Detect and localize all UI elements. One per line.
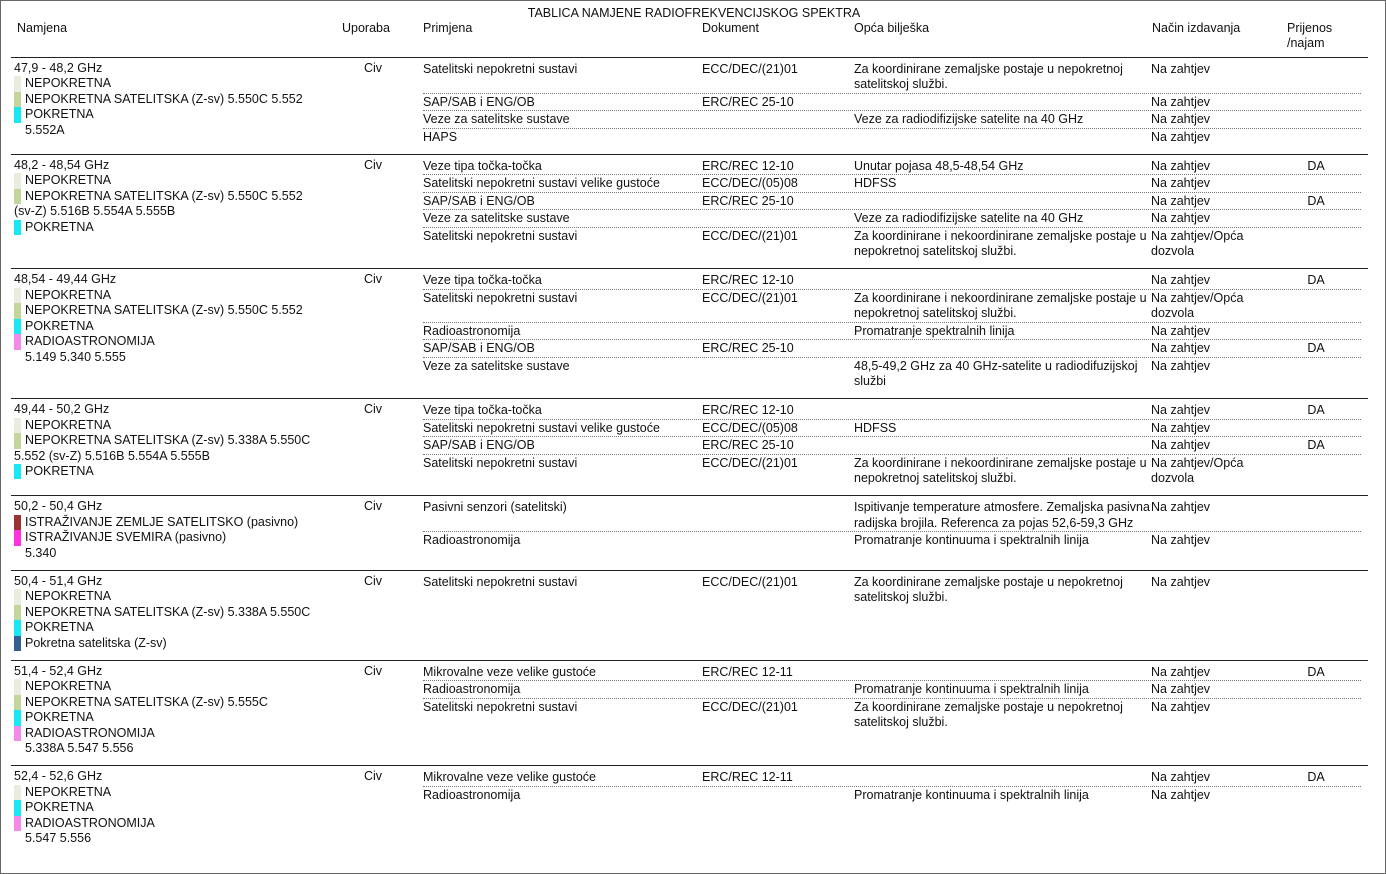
allocation-service (14, 334, 364, 349)
application-list (423, 402, 1361, 486)
application-row (423, 158, 1361, 175)
application-list (423, 158, 1361, 259)
service-color-swatch (14, 76, 21, 91)
primjena-cell: Satelitski nepokretni sustavi (423, 455, 578, 470)
prijenos-najam-cell: DA (1307, 193, 1325, 208)
primjena-cell: Veze za satelitske sustave (423, 358, 570, 373)
dokument-cell (702, 533, 854, 548)
application-list (423, 61, 1361, 145)
prijenos-najam-cell (1281, 456, 1351, 487)
application-list (423, 574, 1361, 651)
service-label: POKRETNA (25, 107, 94, 122)
application-row (423, 699, 1361, 731)
header-dokument: Dokument (702, 21, 759, 35)
namjena-cell (11, 499, 364, 561)
application-row (423, 111, 1361, 128)
nacin-izdavanja-cell: Na zahtjev (1151, 770, 1211, 785)
service-color-swatch (14, 530, 21, 545)
nacin-izdavanja-cell: Na zahtjev (1151, 112, 1211, 127)
opca-biljeska-cell (854, 273, 1151, 288)
service-color-swatch (14, 464, 21, 479)
primjena-cell: Satelitski nepokretni sustavi velike gustoće (423, 176, 660, 191)
prijenos-najam-cell (1281, 324, 1351, 339)
header-opca-biljeska: Opća bilješka (854, 21, 930, 35)
frequency-range: 47,9 - 48,2 GHz (14, 61, 103, 75)
service-label: ISTRAŽIVANJE ZEMLJE SATELITSKO (pasivno) (25, 514, 299, 529)
opca-biljeska-cell: Za koordinirane zemaljske postaje u nepokretnoj satelitskoj službi. (854, 574, 1123, 605)
allocation-service (14, 695, 364, 710)
allocation-table (11, 58, 1368, 855)
service-color-swatch (14, 589, 21, 604)
opca-biljeska-cell: Promatranje kontinuuma i spektralnih linija (854, 533, 1089, 548)
service-label: NEPOKRETNA SATELITSKA (Z-sv) 5.555C (25, 694, 268, 709)
allocation-service (14, 173, 364, 188)
primjena-cell: Veze za satelitske sustave (423, 211, 570, 226)
nacin-izdavanja-cell: Na zahtjev (1151, 787, 1211, 802)
dokument-cell (702, 211, 854, 226)
allocation-service (14, 189, 364, 204)
footnotes: 5.149 5.340 5.555 (25, 349, 126, 364)
nacin-izdavanja-cell: Na zahtjev (1151, 438, 1211, 453)
prijenos-najam-cell (1281, 211, 1351, 226)
nacin-izdavanja-cell: Na zahtjev (1151, 176, 1211, 191)
service-color-swatch (14, 433, 21, 448)
allocation-service (14, 679, 364, 694)
primjena-cell: SAP/SAB i ENG/OB (423, 193, 535, 208)
service-label: NEPOKRETNA (25, 173, 112, 188)
uporaba-cell: Civ (364, 769, 383, 784)
header-primjena: Primjena (423, 21, 473, 35)
application-row (423, 574, 1361, 606)
service-color-swatch (14, 334, 21, 349)
opca-biljeska-cell (854, 341, 1151, 356)
frequency-band-row (11, 495, 1368, 570)
prijenos-najam-cell: DA (1307, 770, 1325, 785)
footnotes: (sv-Z) 5.516B 5.554A 5.555B (14, 204, 176, 219)
service-color-swatch (14, 418, 21, 433)
service-color-swatch (14, 726, 21, 741)
dokument-cell: ERC/REC 12-11 (702, 770, 793, 785)
service-label: ISTRAŽIVANJE SVEMIRA (pasivno) (25, 530, 227, 545)
primjena-cell: Veze tipa točka-točka (423, 159, 542, 174)
allocation-service (14, 816, 364, 831)
service-color-swatch (14, 288, 21, 303)
application-row (423, 402, 1361, 419)
application-row (423, 193, 1361, 210)
nacin-izdavanja-cell: Na zahtjev (1151, 420, 1211, 435)
opca-biljeska-cell: Veze za radiodifizijske satelite na 40 GHz (854, 211, 1084, 226)
footnotes: 5.547 5.556 (25, 831, 92, 846)
prijenos-najam-cell (1281, 229, 1351, 260)
frequency-range: 48,2 - 48,54 GHz (14, 158, 110, 173)
application-row (423, 210, 1361, 227)
frequency-band-row (11, 765, 1368, 855)
uporaba-cell: Civ (364, 499, 383, 514)
service-color-swatch (14, 92, 21, 107)
frequency-range: 52,4 - 52,6 GHz (14, 769, 103, 784)
application-row (423, 94, 1361, 111)
prijenos-najam-cell (1281, 95, 1351, 110)
namjena-cell (11, 61, 364, 145)
nacin-izdavanja-cell: Na zahtjev (1151, 358, 1211, 373)
service-color-swatch (14, 189, 21, 204)
footnotes: 5.338A 5.547 5.556 (25, 741, 134, 756)
nacin-izdavanja-cell: Na zahtjev (1151, 193, 1211, 208)
dokument-cell: ECC/DEC/(21)01 (702, 290, 798, 305)
allocation-service (14, 76, 364, 91)
nacin-izdavanja-cell: Na zahtjev/Opća dozvola (1151, 228, 1244, 259)
service-label: NEPOKRETNA (25, 76, 112, 91)
allocation-service (14, 92, 364, 107)
nacin-izdavanja-cell: Na zahtjev (1151, 500, 1211, 515)
opca-biljeska-cell: Za koordinirane zemaljske postaje u nepokretnoj satelitskoj službi. (854, 699, 1123, 730)
dokument-cell (702, 500, 854, 531)
allocation-service (14, 464, 364, 479)
primjena-cell: SAP/SAB i ENG/OB (423, 341, 535, 356)
opca-biljeska-cell: Ispitivanje temperature atmosfere. Zemaljska pasivna radijska brojila. Referenca za pojas 52,6-59,3 GHz (854, 500, 1150, 530)
frequency-band-row (11, 660, 1368, 765)
service-label: POKRETNA (25, 620, 94, 635)
dokument-cell: ERC/REC 25-10 (702, 438, 794, 453)
application-row (423, 129, 1361, 145)
namjena-cell (11, 769, 364, 846)
allocation-service (14, 220, 364, 235)
service-color-swatch (14, 319, 21, 334)
service-label: POKRETNA (25, 318, 94, 333)
namjena-cell (11, 664, 364, 756)
namjena-cell (11, 272, 364, 389)
primjena-cell: Satelitski nepokretni sustavi (423, 290, 578, 305)
primjena-cell: Radioastronomija (423, 323, 521, 338)
allocation-service (14, 726, 364, 741)
service-label: RADIOASTRONOMIJA (25, 725, 155, 740)
application-row (423, 290, 1361, 323)
primjena-cell: Veze tipa točka-točka (423, 403, 542, 418)
opca-biljeska-cell: Za koordinirane i nekoordinirane zemaljske postaje u nepokretnoj satelitskoj službi. (854, 290, 1147, 321)
dokument-cell: ERC/REC 12-10 (702, 273, 794, 288)
primjena-cell: Satelitski nepokretni sustavi velike gustoće (423, 420, 660, 435)
primjena-cell: SAP/SAB i ENG/OB (423, 94, 535, 109)
application-row (423, 681, 1361, 698)
application-list (423, 664, 1361, 756)
prijenos-najam-cell (1281, 533, 1351, 548)
application-row (423, 228, 1361, 260)
prijenos-najam-cell (1281, 682, 1351, 697)
prijenos-najam-cell (1281, 500, 1351, 531)
prijenos-najam-cell (1281, 575, 1351, 606)
dokument-cell (702, 359, 854, 390)
allocation-service (14, 785, 364, 800)
dokument-cell: ECC/DEC/(21)01 (702, 228, 798, 243)
prijenos-najam-cell: DA (1307, 341, 1325, 356)
dokument-cell (702, 324, 854, 339)
frequency-band-row (11, 570, 1368, 660)
application-row (423, 358, 1361, 390)
application-row (423, 61, 1361, 94)
frequency-range: 49,44 - 50,2 GHz (14, 402, 110, 417)
service-label: POKRETNA (25, 463, 94, 478)
opca-biljeska-cell: 48,5-49,2 GHz za 40 GHz-satelite u radiodifuzijskoj službi (854, 358, 1138, 388)
service-color-swatch (14, 220, 21, 235)
uporaba-cell: Civ (364, 664, 383, 678)
nacin-izdavanja-cell: Na zahtjev (1151, 159, 1211, 174)
opca-biljeska-cell (854, 194, 1151, 209)
prijenos-najam-cell: DA (1307, 438, 1325, 453)
footnotes: 5.552 (sv-Z) 5.516B 5.554A 5.555B (14, 448, 210, 463)
service-label: RADIOASTRONOMIJA (25, 815, 155, 830)
application-row (423, 499, 1361, 532)
header-namjena: Namjena (17, 21, 68, 35)
nacin-izdavanja-cell: Na zahtjev (1151, 341, 1211, 356)
nacin-izdavanja-cell: Na zahtjev (1151, 665, 1211, 679)
dokument-cell (702, 130, 854, 145)
nacin-izdavanja-cell: Na zahtjev (1151, 94, 1211, 109)
dokument-cell: ECC/DEC/(05)08 (702, 176, 798, 191)
application-row (423, 340, 1361, 357)
dokument-cell: ECC/DEC/(21)01 (702, 574, 798, 589)
service-color-swatch (14, 107, 21, 122)
primjena-cell: Pasivni senzori (satelitski) (423, 500, 567, 515)
service-label: Pokretna satelitska (Z-sv) (25, 635, 167, 650)
allocation-service (14, 605, 364, 620)
prijenos-najam-cell (1281, 62, 1351, 93)
prijenos-najam-cell (1281, 112, 1351, 127)
primjena-cell: SAP/SAB i ENG/OB (423, 438, 535, 453)
opca-biljeska-cell (854, 95, 1151, 110)
primjena-cell: Satelitski nepokretni sustavi (423, 699, 578, 714)
uporaba-cell: Civ (364, 158, 383, 173)
nacin-izdavanja-cell: Na zahtjev (1151, 574, 1211, 589)
prijenos-najam-cell (1281, 421, 1351, 436)
primjena-cell: Radioastronomija (423, 533, 521, 548)
service-color-swatch (14, 816, 21, 831)
service-color-swatch (14, 710, 21, 725)
header-prijenos-najam: Prijenos /najam (1287, 21, 1333, 50)
allocation-service (14, 710, 364, 725)
application-row (423, 664, 1361, 681)
dokument-cell: ERC/REC 25-10 (702, 94, 794, 109)
opca-biljeska-cell: Promatranje kontinuuma i spektralnih linija (854, 682, 1089, 697)
nacin-izdavanja-cell: Na zahtjev (1151, 403, 1211, 418)
opca-biljeska-cell (854, 438, 1151, 453)
prijenos-najam-cell (1281, 359, 1351, 390)
application-row (423, 323, 1361, 340)
primjena-cell: Radioastronomija (423, 787, 521, 802)
application-list (423, 499, 1361, 561)
allocation-service (14, 107, 364, 122)
frequency-range: 50,4 - 51,4 GHz (14, 573, 103, 588)
primjena-cell: HAPS (423, 129, 458, 144)
nacin-izdavanja-cell: Na zahtjev (1151, 682, 1211, 697)
application-list (423, 769, 1361, 846)
service-label: NEPOKRETNA (25, 417, 112, 432)
service-label: NEPOKRETNA (25, 589, 112, 604)
opca-biljeska-cell: Za koordinirane i nekoordinirane zemaljske postaje u nepokretnoj satelitskoj službi. (854, 228, 1147, 259)
service-color-swatch (14, 679, 21, 694)
allocation-service (14, 418, 364, 433)
service-label: NEPOKRETNA SATELITSKA (Z-sv) 5.550C 5.552 (25, 188, 303, 203)
prijenos-najam-cell: DA (1307, 665, 1325, 679)
nacin-izdavanja-cell: Na zahtjev (1151, 273, 1211, 288)
prijenos-najam-cell (1281, 291, 1351, 322)
nacin-izdavanja-cell: Na zahtjev (1151, 211, 1211, 226)
header-nacin-izdavanja: Način izdavanja (1152, 21, 1241, 35)
allocation-service (14, 530, 364, 545)
dokument-cell: ECC/DEC/(21)01 (702, 699, 798, 714)
primjena-cell: Satelitski nepokretni sustavi (423, 62, 578, 76)
allocation-service (14, 319, 364, 334)
service-label: RADIOASTRONOMIJA (25, 334, 155, 349)
opca-biljeska-cell (854, 130, 1151, 145)
primjena-cell: Satelitski nepokretni sustavi (423, 228, 578, 243)
primjena-cell: Satelitski nepokretni sustavi (423, 574, 578, 589)
dokument-cell: ERC/REC 25-10 (702, 341, 794, 356)
nacin-izdavanja-cell: Na zahtjev (1151, 533, 1211, 548)
allocation-service (14, 303, 364, 318)
frequency-range: 48,54 - 49,44 GHz (14, 272, 117, 287)
prijenos-najam-cell (1281, 176, 1351, 191)
dokument-cell: ERC/REC 25-10 (702, 193, 794, 208)
opca-biljeska-cell (854, 403, 1151, 418)
service-label: NEPOKRETNA (25, 287, 112, 302)
service-label: POKRETNA (25, 800, 94, 815)
service-color-swatch (14, 636, 21, 651)
service-color-swatch (14, 173, 21, 188)
prijenos-najam-cell (1281, 788, 1351, 803)
primjena-cell: Radioastronomija (423, 682, 521, 697)
service-label: POKRETNA (25, 710, 94, 725)
allocation-service (14, 515, 364, 530)
uporaba-cell: Civ (364, 61, 383, 75)
application-row (423, 787, 1361, 803)
opca-biljeska-cell: HDFSS (854, 176, 897, 191)
service-label: POKRETNA (25, 219, 94, 234)
uporaba-cell: Civ (364, 272, 383, 287)
allocation-service (14, 800, 364, 815)
primjena-cell: Mikrovalne veze velike gustoće (423, 665, 596, 679)
namjena-cell (11, 574, 364, 651)
dokument-cell: ECC/DEC/(05)08 (702, 420, 798, 435)
service-label: NEPOKRETNA SATELITSKA (Z-sv) 5.338A 5.550C (25, 433, 311, 448)
nacin-izdavanja-cell: Na zahtjev (1151, 129, 1211, 144)
frequency-band-row (11, 58, 1368, 154)
prijenos-najam-cell (1281, 700, 1351, 731)
service-color-swatch (14, 515, 21, 530)
nacin-izdavanja-cell: Na zahtjev (1151, 62, 1211, 76)
nacin-izdavanja-cell: Na zahtjev (1151, 323, 1211, 338)
opca-biljeska-cell: Unutar pojasa 48,5-48,54 GHz (854, 159, 1024, 174)
opca-biljeska-cell: HDFSS (854, 420, 897, 435)
application-row (423, 175, 1361, 192)
allocation-service (14, 288, 364, 303)
dokument-cell (702, 112, 854, 127)
service-color-swatch (14, 785, 21, 800)
namjena-cell (11, 402, 364, 486)
dokument-cell: ERC/REC 12-10 (702, 403, 794, 418)
primjena-cell: Veze za satelitske sustave (423, 112, 570, 127)
application-row (423, 455, 1361, 487)
application-row (423, 437, 1361, 454)
nacin-izdavanja-cell: Na zahtjev/Opća dozvola (1151, 455, 1244, 485)
nacin-izdavanja-cell: Na zahtjev/Opća dozvola (1151, 290, 1244, 321)
header-uporaba: Uporaba (342, 21, 390, 35)
dokument-cell: ECC/DEC/(21)01 (702, 62, 798, 76)
opca-biljeska-cell: Promatranje spektralnih linija (854, 323, 1015, 338)
frequency-band-row (11, 268, 1368, 398)
prijenos-najam-cell: DA (1307, 403, 1325, 418)
frequency-band-row (11, 398, 1368, 495)
service-color-swatch (14, 695, 21, 710)
service-color-swatch (14, 800, 21, 815)
allocation-service (14, 620, 364, 635)
prijenos-najam-cell: DA (1307, 159, 1325, 174)
dokument-cell: ERC/REC 12-11 (702, 665, 793, 679)
uporaba-cell: Civ (364, 573, 383, 588)
application-row (423, 769, 1361, 786)
opca-biljeska-cell: Za koordinirane i nekoordinirane zemaljske postaje u nepokretnoj satelitskoj službi. (854, 455, 1147, 485)
opca-biljeska-cell: Promatranje kontinuuma i spektralnih linija (854, 787, 1089, 802)
opca-biljeska-cell: Veze za radiodifizijske satelite na 40 GHz (854, 112, 1084, 127)
uporaba-cell: Civ (364, 402, 383, 417)
service-label: NEPOKRETNA SATELITSKA (Z-sv) 5.338A 5.550C (25, 604, 311, 619)
primjena-cell: Veze tipa točka-točka (423, 273, 542, 288)
application-row (423, 272, 1361, 289)
service-label: NEPOKRETNA (25, 679, 112, 694)
service-color-swatch (14, 303, 21, 318)
frequency-range: 50,2 - 50,4 GHz (14, 499, 103, 514)
page-title: TABLICA NAMJENE RADIOFREKVENCIJSKOG SPEKTRA (527, 6, 861, 20)
opca-biljeska-cell (854, 770, 1151, 785)
footnotes: 5.552A (25, 122, 65, 137)
service-label: NEPOKRETNA SATELITSKA (Z-sv) 5.550C 5.552 (25, 91, 303, 106)
allocation-service (14, 433, 364, 448)
allocation-service (14, 589, 364, 604)
nacin-izdavanja-cell: Na zahtjev (1151, 699, 1211, 714)
frequency-band-row (11, 154, 1368, 268)
service-label: NEPOKRETNA SATELITSKA (Z-sv) 5.550C 5.552 (25, 303, 303, 318)
dokument-cell: ECC/DEC/(21)01 (702, 455, 798, 470)
opca-biljeska-cell (854, 665, 1151, 680)
service-color-swatch (14, 605, 21, 620)
service-color-swatch (14, 620, 21, 635)
service-label: NEPOKRETNA (25, 784, 112, 799)
prijenos-najam-cell: DA (1307, 273, 1325, 288)
primjena-cell: Mikrovalne veze velike gustoće (423, 770, 596, 785)
dokument-cell (702, 682, 854, 697)
dokument-cell: ERC/REC 12-10 (702, 159, 794, 174)
footnotes: 5.340 (25, 545, 57, 560)
application-row (423, 420, 1361, 437)
prijenos-najam-cell (1281, 130, 1351, 145)
application-list (423, 272, 1361, 389)
application-row (423, 532, 1361, 548)
frequency-range: 51,4 - 52,4 GHz (14, 664, 103, 678)
dokument-cell (702, 788, 854, 803)
namjena-cell (11, 158, 364, 259)
allocation-service (14, 636, 364, 651)
opca-biljeska-cell: Za koordinirane zemaljske postaje u nepokretnoj satelitskoj službi. (854, 62, 1123, 92)
